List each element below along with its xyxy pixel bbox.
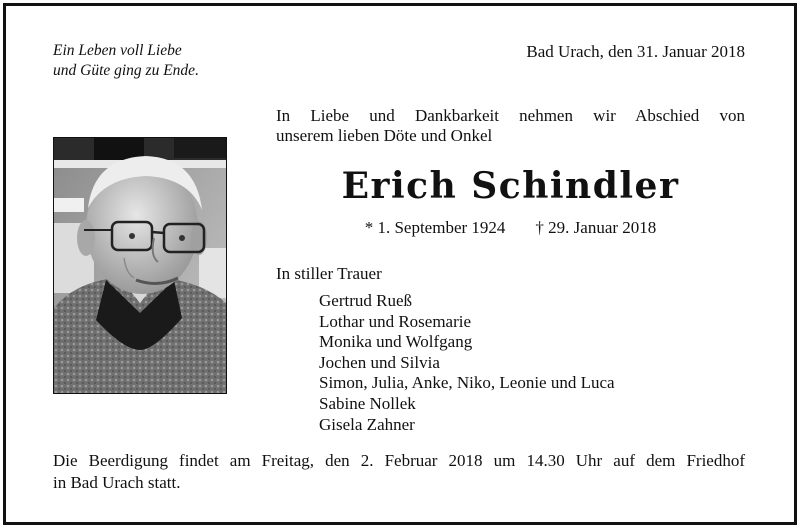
life-dates: [276, 217, 745, 239]
motto-line-1: Ein Leben voll Liebe: [53, 42, 182, 59]
portrait-photo: [53, 137, 227, 394]
funeral-line-2: in Bad Urach statt.: [53, 473, 181, 492]
intro-text: [276, 106, 745, 146]
mourner-item: Gertrud Rueß: [319, 291, 413, 310]
place-date: Bad Urach, den 31. Januar 2018: [526, 42, 745, 61]
mourner-item: Sabine Nollek: [319, 393, 416, 413]
death-date: † 29. Januar 2018: [535, 218, 657, 237]
mourners-list: [319, 291, 615, 435]
intro-line-1: In Liebe und Dankbarkeit nehmen wir Abschied von: [276, 106, 745, 125]
funeral-line-1: Die Beerdigung findet am Freitag, den 2. Februar 2018 um 14.30 Uhr auf dem Friedhof: [53, 451, 745, 470]
intro-line-2: unserem lieben Döte und Onkel: [276, 126, 493, 145]
birth-date: * 1. September 1924: [364, 218, 506, 237]
deceased-name: Erich Schindler: [341, 165, 680, 207]
mourner-item: Lothar und Rosemarie: [319, 311, 472, 331]
mourning-label: In stiller Trauer: [276, 264, 382, 283]
motto-line-2: und Güte ging zu Ende.: [53, 62, 199, 79]
mourner-item: Gisela Zahner: [319, 414, 415, 434]
funeral-notice: [53, 450, 745, 494]
mourner-item: Simon, Julia, Anke, Niko, Leonie und Luca: [319, 373, 615, 393]
motto: [53, 41, 293, 81]
mourner-item: Monika und Wolfgang: [319, 332, 473, 352]
mourner-item: Jochen und Silvia: [319, 352, 440, 372]
